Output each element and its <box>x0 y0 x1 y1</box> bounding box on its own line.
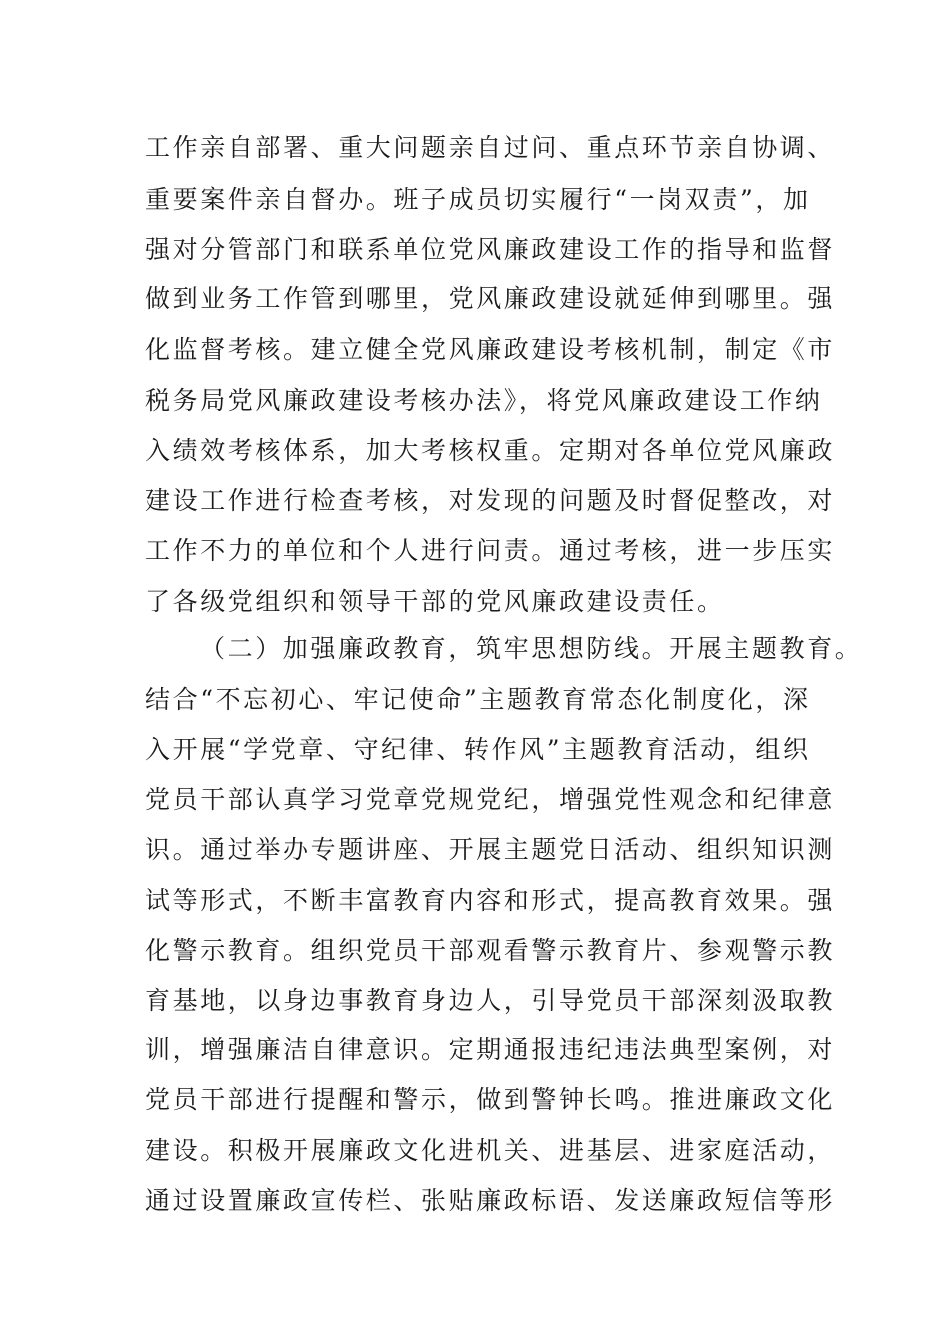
text-line: 了各级党组织和领导干部的党风廉政建设责任。 <box>145 587 725 616</box>
text-line: 党员干部认真学习党章党规党纪，增强党性观念和纪律意 <box>145 785 836 814</box>
text-line: 建设。积极开展廉政文化进机关、进基层、进家庭活动， <box>145 1136 836 1165</box>
text-line: 税务局党风廉政建设考核办法》，将党风廉政建设工作纳 <box>145 386 823 415</box>
text-line: 工作不力的单位和个人进行问责。通过考核，进一步压实 <box>145 536 836 565</box>
text-line: 化监督考核。建立健全党风廉政建设考核机制，制定《市 <box>145 335 836 364</box>
text-line: 育基地，以身边事教育身边人，引导党员干部深刻汲取教 <box>145 986 836 1015</box>
text-line: 工作亲自部署、重大问题亲自过问、重点环节亲自协调、 <box>145 133 836 162</box>
text-line: 党员干部进行提醒和警示，做到警钟长鸣。推进廉政文化 <box>145 1085 836 1114</box>
text-line: 结合“不忘初心、牢记使命”主题教育常态化制度化，深 <box>145 685 811 714</box>
text-line: 重要案件亲自督办。班子成员切实履行“一岗双责”，加 <box>145 185 811 214</box>
text-line: 训，增强廉洁自律意识。定期通报违纪违法典型案例，对 <box>145 1035 836 1064</box>
text-line: 强对分管部门和联系单位党风廉政建设工作的指导和监督 <box>145 235 836 264</box>
section-heading-line: （二）加强廉政教育，筑牢思想防线。开展主题教育。 <box>200 634 863 663</box>
text-line: 入绩效考核体系，加大考核权重。定期对各单位党风廉政 <box>145 436 836 465</box>
text-line: 做到业务工作管到哪里，党风廉政建设就延伸到哪里。强 <box>145 284 836 313</box>
text-line: 试等形式，不断丰富教育内容和形式，提高教育效果。强 <box>145 886 836 915</box>
text-line: 入开展“学党章、守纪律、转作风”主题教育活动，组织 <box>145 735 811 764</box>
text-line: 识。通过举办专题讲座、开展主题党日活动、组织知识测 <box>145 835 836 864</box>
text-line: 化警示教育。组织党员干部观看警示教育片、参观警示教 <box>145 936 836 965</box>
text-line: 通过设置廉政宣传栏、张贴廉政标语、发送廉政短信等形 <box>145 1186 836 1215</box>
text-line: 建设工作进行检查考核，对发现的问题及时督促整改，对 <box>145 486 836 515</box>
